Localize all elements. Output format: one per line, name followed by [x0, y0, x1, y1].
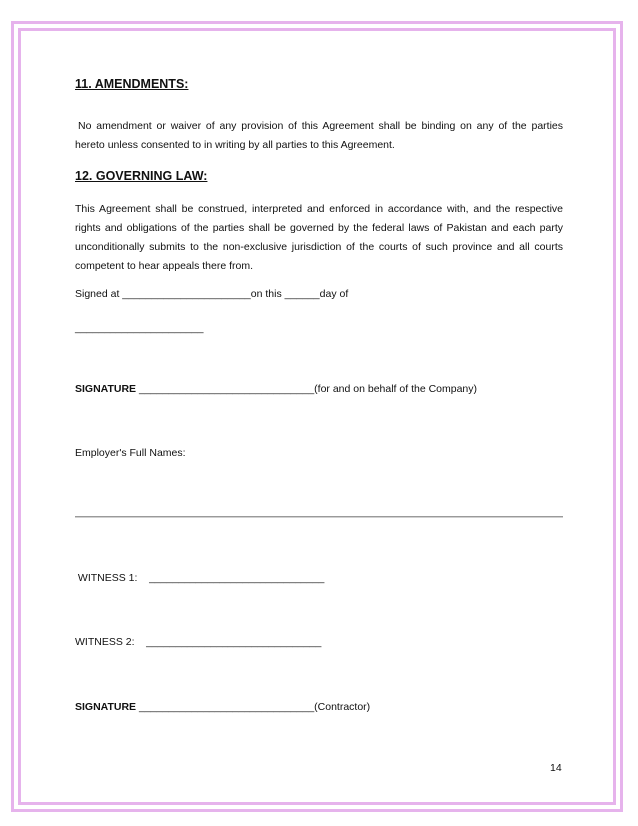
- employer-names-label: Employer's Full Names:: [75, 447, 186, 459]
- contractor-signature-line: [75, 701, 370, 713]
- contractor-signature-label: SIGNATURE: [75, 701, 137, 713]
- witness-1-line: WITNESS 1: ______________________________: [75, 572, 325, 584]
- amendments-body: No amendment or waiver of any provision of this Agreement shall be binding on any of the parties hereto unless consented to in writing by all parties to this Agreement.: [75, 120, 563, 151]
- signed-date-blank: ______________________: [75, 322, 204, 334]
- employer-names-rule: [75, 516, 563, 518]
- witness-2-line: WITNESS 2: ______________________________: [75, 636, 322, 648]
- page-number: 14: [550, 762, 562, 774]
- governing-law-body: This Agreement shall be construed, interpreted and enforced in accordance with, and the respective rights and obligations of the parties shall be governed by the federal laws of Pakistan and each party unconditionally submits to the non-exclusive jurisdiction of the courts of such province and all courts competent to hear appeals there from.: [75, 203, 563, 272]
- company-signature-line: [75, 383, 477, 395]
- governing-law-heading: 12. GOVERNING LAW:: [75, 169, 208, 183]
- company-signature-blank: ______________________________(for and on behalf of the Company): [136, 383, 478, 395]
- signed-at-line: Signed at ______________________on this ______day of: [75, 288, 349, 300]
- amendments-heading: 11. AMENDMENTS:: [75, 77, 189, 91]
- company-signature-label: SIGNATURE: [75, 383, 137, 395]
- contractor-signature-blank: ______________________________(Contractor): [136, 701, 371, 713]
